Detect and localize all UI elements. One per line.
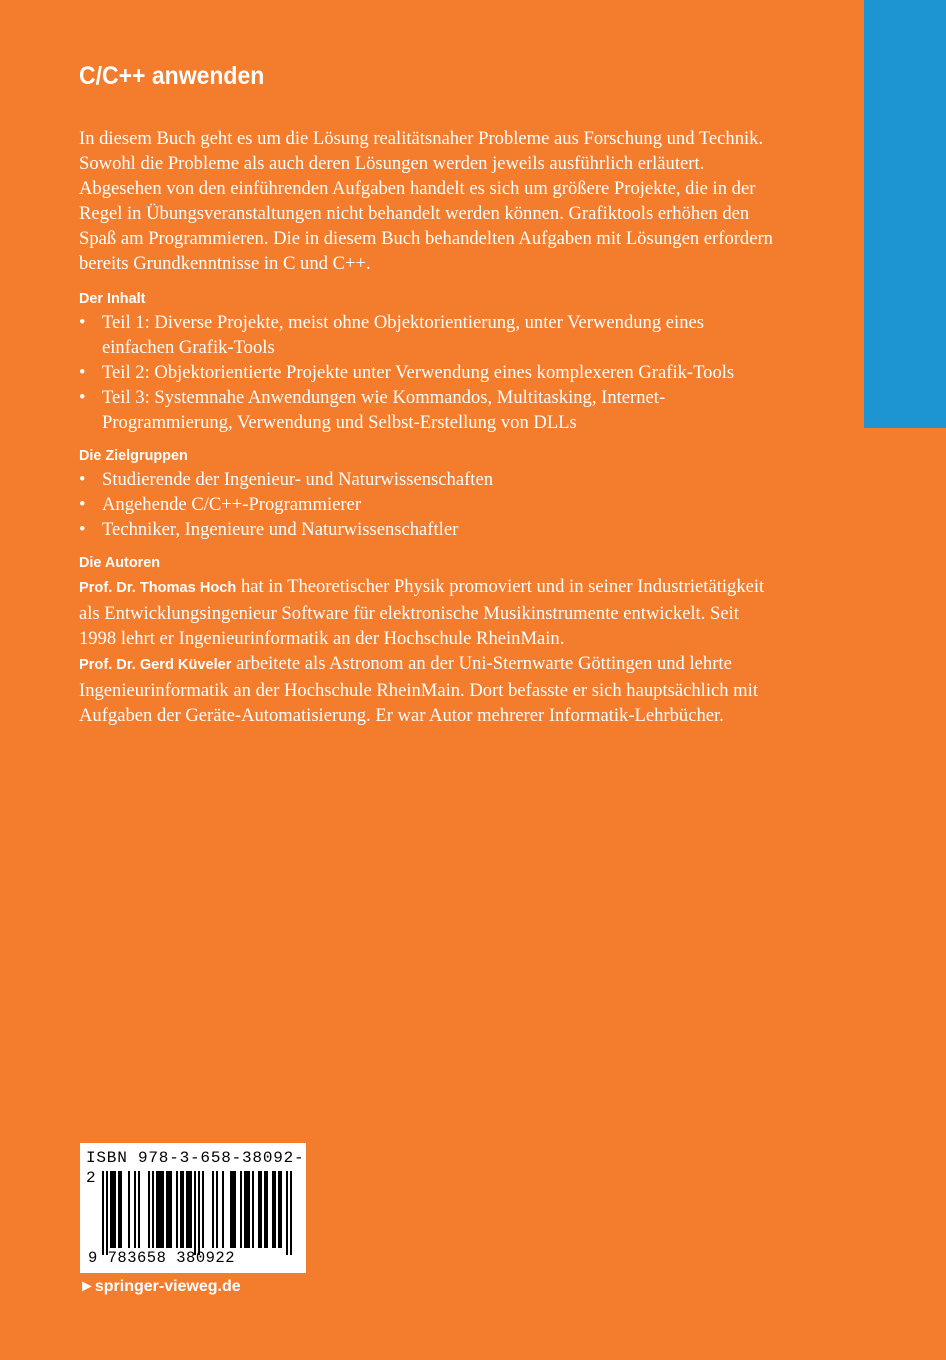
author-name: Prof. Dr. Thomas Hoch (79, 580, 237, 596)
audience-heading: Die Zielgruppen (79, 448, 188, 464)
book-title: C/C++ anwenden (79, 62, 265, 90)
arrow-icon: ► (79, 1278, 95, 1295)
bullet-icon: • (79, 494, 86, 515)
list-item: • Techniker, Ingenieure und Naturwissenschaftler (79, 519, 459, 540)
publisher-url: springer-vieweg.de (94, 1278, 241, 1295)
audience-list (79, 467, 779, 542)
bullet-icon: • (79, 362, 86, 383)
barcode-box (80, 1143, 306, 1273)
publisher-link[interactable] (79, 1277, 241, 1297)
bullet-icon: • (79, 387, 86, 408)
bullet-icon: • (79, 469, 86, 490)
author-bio (79, 574, 779, 651)
contents-list (79, 310, 779, 435)
author-name: Prof. Dr. Gerd Küveler (79, 657, 232, 673)
contents-heading: Der Inhalt (79, 291, 146, 307)
list-item: • Studierende der Ingenieur- und Naturwissenschaften (79, 469, 493, 490)
list-item: • Teil 2: Objektorientierte Projekte unter Verwendung eines komplexeren Grafik-Tools (79, 362, 735, 383)
list-item: • Teil 1: Diverse Projekte, meist ohne Objektorientierung, unter Verwendung eines einfachen Grafik-Tools (79, 312, 704, 358)
barcode-digits: 9 783658 380922 (88, 1249, 236, 1267)
bullet-icon: • (79, 312, 86, 333)
back-cover-content (79, 62, 779, 728)
intro-paragraph: In diesem Buch geht es um die Lösung realitätsnaher Probleme aus Forschung und Technik. Sowohl die Probleme als auch deren Lösungen werden jeweils ausführlich erläutert. Abgesehen von den einführenden Aufgaben handelt es sich um größere Projekte, die in der Regel in Übungsveranstaltungen nicht behandelt werden können. Grafiktools erhöhen den Spaß am Programmieren. Die in diesem Buch behandelten Aufgaben mit Lösungen erfordern bereits Grundkenntnisse in C und C++. (79, 128, 773, 274)
author-bio (79, 651, 779, 728)
author-text: arbeitete als Astronom an der Uni-Sternwarte Göttingen und lehrte Ingenieurinformatik an der Hochschule RheinMain. Dort befasste er sich hauptsächlich mit Aufgaben der Geräte-Automatisierung. Er war Autor mehrerer Informatik-Lehrbücher. (79, 653, 758, 726)
authors-heading: Die Autoren (79, 555, 161, 571)
author-text: hat in Theoretischer Physik promoviert und in seiner Industrietätigkeit als Entwicklungsingenieur Software für elektronische Musikinstrumente entwickelt. Seit 1998 lehrt er Ingenieurinformatik an der Hochschule RheinMain. (79, 576, 765, 649)
isbn-label: ISBN 978-3-658-38092-2 (86, 1149, 305, 1187)
list-item: • Teil 3: Systemnahe Anwendungen wie Kommandos, Multitasking, Internet-Programmierung, Verwendung und Selbst-Erstellung von DLLs (79, 387, 666, 433)
bullet-icon: • (79, 519, 86, 540)
list-item: • Angehende C/C++-Programmierer (79, 494, 362, 515)
accent-bar (864, 0, 946, 428)
